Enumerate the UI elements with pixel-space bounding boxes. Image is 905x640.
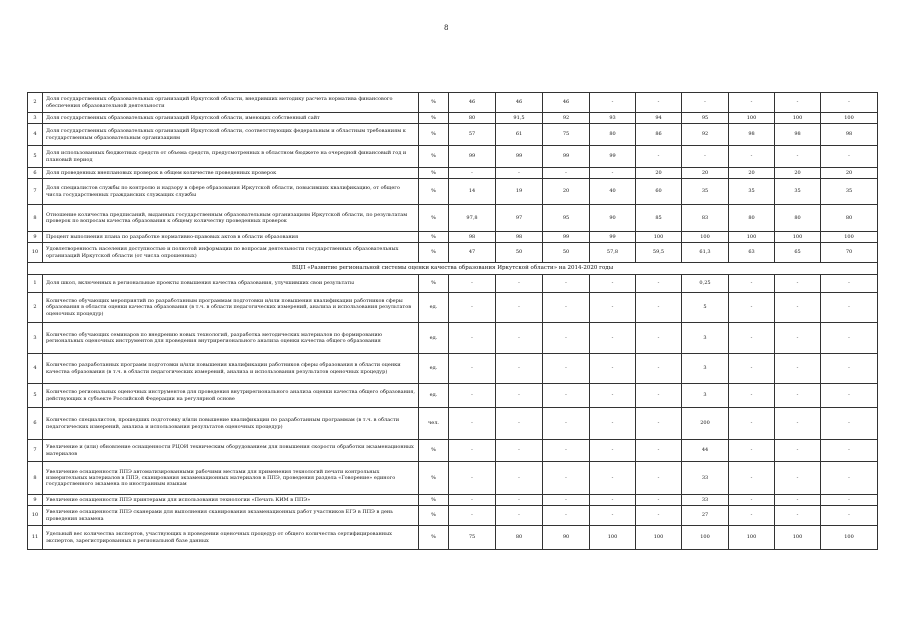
- value-cell: 99: [543, 232, 590, 243]
- row-number: 11: [28, 526, 43, 550]
- unit-cell: ед.: [419, 293, 449, 323]
- value-cell: -: [496, 275, 543, 293]
- indicator-name: Доля государственных образовательных организаций Иркутской области, имеющих собственный сайт: [43, 113, 419, 124]
- indicator-name: Количество обучающих мероприятий по разработанным программам подготовки и/или повышения квалификации работников сферы образования в области оценки качества образования (в т.ч. в области педагогических измерений, анализа и использования результатов оценочных процедур): [43, 293, 419, 323]
- page-number: 8: [444, 24, 449, 32]
- value-cell: -: [636, 275, 682, 293]
- value-cell: -: [590, 354, 636, 384]
- value-cell: -: [729, 506, 775, 526]
- value-cell: 19: [496, 179, 543, 205]
- value-cell: 35: [775, 179, 821, 205]
- value-cell: -: [729, 323, 775, 354]
- value-cell: 100: [729, 113, 775, 124]
- value-cell: -: [543, 168, 590, 179]
- value-cell: -: [682, 146, 729, 168]
- unit-cell: %: [419, 205, 449, 232]
- value-cell: 92: [682, 124, 729, 146]
- value-cell: 65: [775, 243, 821, 263]
- value-cell: -: [449, 384, 496, 408]
- indicator-name: Доля школ, включенных в региональные проекты повышения качества образования, улучшивших свои результаты: [43, 275, 419, 293]
- value-cell: -: [449, 354, 496, 384]
- value-cell: -: [449, 495, 496, 506]
- value-cell: 100: [775, 526, 821, 550]
- value-cell: 85: [636, 205, 682, 232]
- table-row: [28, 93, 878, 113]
- value-cell: 20: [775, 168, 821, 179]
- indicator-name: Количество обучающих семинаров по внедрению новых технологий, разработка методических материалов по формированию региональных оценочных инструментов для проведения внутрирегионального анализа оценки качества общего образования: [43, 323, 419, 354]
- unit-cell: %: [419, 495, 449, 506]
- value-cell: -: [775, 323, 821, 354]
- value-cell: 3: [682, 384, 729, 408]
- table-row: [28, 243, 878, 263]
- value-cell: 57,8: [590, 243, 636, 263]
- row-number: 3: [28, 113, 43, 124]
- value-cell: 35: [729, 179, 775, 205]
- value-cell: 5: [682, 293, 729, 323]
- row-number: 6: [28, 168, 43, 179]
- value-cell: -: [729, 293, 775, 323]
- value-cell: 35: [821, 179, 878, 205]
- value-cell: 20: [729, 168, 775, 179]
- unit-cell: чел.: [419, 408, 449, 440]
- value-cell: 97,8: [449, 205, 496, 232]
- value-cell: 50: [496, 243, 543, 263]
- value-cell: -: [636, 440, 682, 462]
- value-cell: 3: [682, 354, 729, 384]
- indicators-table: [27, 92, 878, 550]
- value-cell: -: [496, 408, 543, 440]
- value-cell: 98: [775, 124, 821, 146]
- value-cell: -: [729, 440, 775, 462]
- value-cell: -: [496, 440, 543, 462]
- value-cell: 99: [496, 146, 543, 168]
- value-cell: 63: [729, 243, 775, 263]
- value-cell: -: [636, 462, 682, 495]
- value-cell: 20: [821, 168, 878, 179]
- value-cell: -: [590, 408, 636, 440]
- value-cell: -: [775, 440, 821, 462]
- value-cell: -: [821, 408, 878, 440]
- table-row: [28, 275, 878, 293]
- value-cell: -: [590, 462, 636, 495]
- value-cell: -: [821, 384, 878, 408]
- unit-cell: %: [419, 168, 449, 179]
- value-cell: 100: [729, 232, 775, 243]
- value-cell: -: [821, 146, 878, 168]
- value-cell: -: [449, 293, 496, 323]
- row-number: 9: [28, 495, 43, 506]
- value-cell: 93: [590, 113, 636, 124]
- row-number: 8: [28, 205, 43, 232]
- value-cell: 20: [636, 168, 682, 179]
- value-cell: -: [543, 495, 590, 506]
- value-cell: -: [775, 146, 821, 168]
- value-cell: 94: [636, 113, 682, 124]
- unit-cell: %: [419, 232, 449, 243]
- value-cell: 100: [682, 232, 729, 243]
- section-row: [28, 263, 878, 275]
- value-cell: -: [729, 146, 775, 168]
- unit-cell: %: [419, 440, 449, 462]
- indicator-name: Увеличение и (или) обновление оснащенности РЦОИ техническим оборудованием для повышения скорости обработки экзаменационных материалов: [43, 440, 419, 462]
- value-cell: -: [821, 293, 878, 323]
- value-cell: -: [821, 462, 878, 495]
- value-cell: 70: [821, 243, 878, 263]
- value-cell: 86: [636, 124, 682, 146]
- value-cell: -: [821, 495, 878, 506]
- indicator-name: Доля специалистов службы по контролю и надзору в сфере образования Иркутской области, повысивших квалификацию, от общего числа государственных гражданских служащих службы: [43, 179, 419, 205]
- unit-cell: %: [419, 243, 449, 263]
- value-cell: 20: [543, 179, 590, 205]
- unit-cell: %: [419, 146, 449, 168]
- table-row: [28, 384, 878, 408]
- indicator-name: Доля использованных бюджетных средств от объема средств, предусмотренных в областном бюджете на очередной финансовый год и плановый период: [43, 146, 419, 168]
- value-cell: -: [449, 506, 496, 526]
- value-cell: 99: [543, 146, 590, 168]
- value-cell: 91,5: [496, 113, 543, 124]
- table-row: [28, 205, 878, 232]
- value-cell: 100: [682, 526, 729, 550]
- value-cell: 35: [682, 179, 729, 205]
- value-cell: 80: [775, 205, 821, 232]
- value-cell: -: [590, 440, 636, 462]
- value-cell: -: [636, 93, 682, 113]
- table-row: [28, 526, 878, 550]
- table-row: [28, 113, 878, 124]
- value-cell: -: [543, 293, 590, 323]
- value-cell: 61,3: [682, 243, 729, 263]
- value-cell: -: [449, 323, 496, 354]
- value-cell: -: [543, 275, 590, 293]
- row-number: 6: [28, 408, 43, 440]
- value-cell: -: [636, 323, 682, 354]
- value-cell: 100: [775, 232, 821, 243]
- value-cell: -: [590, 506, 636, 526]
- value-cell: 92: [543, 113, 590, 124]
- indicator-name: Отношение количества предписаний, выданных государственным образовательным организациям Иркутской области, по результатам проверок по вопросам качества образования к общему количеству проведенных проверок: [43, 205, 419, 232]
- unit-cell: %: [419, 124, 449, 146]
- row-number: 7: [28, 179, 43, 205]
- table-row: [28, 232, 878, 243]
- value-cell: -: [636, 293, 682, 323]
- value-cell: 57: [449, 124, 496, 146]
- row-number: 5: [28, 384, 43, 408]
- value-cell: 59,5: [636, 243, 682, 263]
- indicator-name: Доля проведенных внеплановых проверок в общем количестве проведенных проверок: [43, 168, 419, 179]
- value-cell: -: [543, 354, 590, 384]
- unit-cell: ед.: [419, 384, 449, 408]
- value-cell: 33: [682, 495, 729, 506]
- row-number: 4: [28, 354, 43, 384]
- value-cell: -: [636, 146, 682, 168]
- table-row: [28, 408, 878, 440]
- value-cell: -: [496, 293, 543, 323]
- value-cell: 75: [543, 124, 590, 146]
- value-cell: 46: [543, 93, 590, 113]
- value-cell: -: [590, 168, 636, 179]
- value-cell: 47: [449, 243, 496, 263]
- value-cell: 100: [636, 526, 682, 550]
- row-number: 8: [28, 462, 43, 495]
- indicator-name: Количество разработанных программ подготовки и/или повышения квалификации работников сферы образования в области оценки качества образования (в т.ч. в области педагогических измерений, анализа и использования результатов оценочных процедур): [43, 354, 419, 384]
- value-cell: 100: [729, 526, 775, 550]
- value-cell: 100: [821, 232, 878, 243]
- indicator-name: Увеличение оснащенности ППЭ автоматизированными рабочими местами для применения технологий печати контрольных измерительных материалов в ППЭ, сканирования экзаменационных материалов в ППЭ, проведения раздела «Говорение» единого государственного экзамена по иностранным языкам: [43, 462, 419, 495]
- row-number: 1: [28, 275, 43, 293]
- value-cell: 95: [543, 205, 590, 232]
- value-cell: -: [543, 462, 590, 495]
- table-row: [28, 323, 878, 354]
- value-cell: -: [729, 275, 775, 293]
- value-cell: -: [775, 275, 821, 293]
- value-cell: 60: [636, 179, 682, 205]
- value-cell: -: [729, 354, 775, 384]
- value-cell: -: [729, 93, 775, 113]
- table-row: [28, 506, 878, 526]
- value-cell: -: [590, 275, 636, 293]
- value-cell: 80: [590, 124, 636, 146]
- table-row: [28, 293, 878, 323]
- value-cell: -: [729, 495, 775, 506]
- value-cell: -: [729, 408, 775, 440]
- indicator-name: Количество специалистов, прошедших подготовку и/или повышение квалификации по разработанным программам (в т.ч. в области педагогических измерений, анализа и использования результатов оценочных процедур): [43, 408, 419, 440]
- table-row: [28, 146, 878, 168]
- value-cell: 95: [682, 113, 729, 124]
- value-cell: -: [496, 354, 543, 384]
- value-cell: -: [775, 93, 821, 113]
- value-cell: 100: [821, 526, 878, 550]
- indicator-name: Удовлетворенность населения доступностью и полнотой информации по вопросам деятельности государственных образовательных организаций Иркутской области (от числа опрошенных): [43, 243, 419, 263]
- value-cell: 100: [821, 113, 878, 124]
- value-cell: -: [496, 323, 543, 354]
- value-cell: 80: [729, 205, 775, 232]
- indicator-name: Увеличение оснащенности ППЭ принтерами для использования технологии «Печать КИМ в ППЭ»: [43, 495, 419, 506]
- value-cell: -: [449, 275, 496, 293]
- unit-cell: %: [419, 526, 449, 550]
- value-cell: 99: [449, 146, 496, 168]
- value-cell: 46: [449, 93, 496, 113]
- value-cell: -: [775, 408, 821, 440]
- value-cell: -: [775, 506, 821, 526]
- value-cell: -: [636, 408, 682, 440]
- value-cell: 20: [682, 168, 729, 179]
- value-cell: 90: [590, 205, 636, 232]
- value-cell: -: [496, 506, 543, 526]
- value-cell: -: [496, 495, 543, 506]
- value-cell: 50: [543, 243, 590, 263]
- row-number: 9: [28, 232, 43, 243]
- unit-cell: %: [419, 462, 449, 495]
- value-cell: 83: [682, 205, 729, 232]
- value-cell: -: [821, 440, 878, 462]
- value-cell: 80: [449, 113, 496, 124]
- value-cell: 0,25: [682, 275, 729, 293]
- table-row: [28, 124, 878, 146]
- row-number: 10: [28, 243, 43, 263]
- value-cell: -: [449, 168, 496, 179]
- value-cell: -: [449, 408, 496, 440]
- value-cell: 44: [682, 440, 729, 462]
- value-cell: 80: [821, 205, 878, 232]
- value-cell: -: [590, 495, 636, 506]
- unit-cell: %: [419, 506, 449, 526]
- value-cell: -: [636, 384, 682, 408]
- value-cell: -: [543, 506, 590, 526]
- value-cell: 46: [496, 93, 543, 113]
- value-cell: -: [821, 506, 878, 526]
- table-row: [28, 495, 878, 506]
- value-cell: -: [821, 354, 878, 384]
- value-cell: 75: [449, 526, 496, 550]
- value-cell: 98: [729, 124, 775, 146]
- value-cell: -: [775, 384, 821, 408]
- value-cell: 27: [682, 506, 729, 526]
- value-cell: 98: [449, 232, 496, 243]
- unit-cell: %: [419, 113, 449, 124]
- value-cell: -: [543, 408, 590, 440]
- value-cell: -: [775, 293, 821, 323]
- value-cell: -: [821, 275, 878, 293]
- table-row: [28, 168, 878, 179]
- row-number: 10: [28, 506, 43, 526]
- value-cell: -: [496, 168, 543, 179]
- row-number: 3: [28, 323, 43, 354]
- value-cell: 97: [496, 205, 543, 232]
- value-cell: -: [636, 506, 682, 526]
- indicator-name: Процент выполнения плана по разработке нормативно-правовых актов в области образования: [43, 232, 419, 243]
- value-cell: -: [775, 354, 821, 384]
- unit-cell: %: [419, 179, 449, 205]
- value-cell: -: [590, 323, 636, 354]
- value-cell: 100: [636, 232, 682, 243]
- indicator-name: Увеличение оснащенности ППЭ сканерами для выполнения сканирования экзаменационных работ участников ЕГЭ в ППЭ в день проведения экзамена: [43, 506, 419, 526]
- value-cell: 98: [496, 232, 543, 243]
- value-cell: 90: [543, 526, 590, 550]
- value-cell: -: [682, 93, 729, 113]
- value-cell: -: [543, 440, 590, 462]
- value-cell: 100: [590, 526, 636, 550]
- value-cell: 33: [682, 462, 729, 495]
- indicator-name: Доля государственных образовательных организаций Иркутской области, соответствующих федеральным и областным требованиям к государственным образовательным организациям: [43, 124, 419, 146]
- value-cell: -: [590, 293, 636, 323]
- value-cell: -: [729, 384, 775, 408]
- row-number: 2: [28, 293, 43, 323]
- value-cell: 40: [590, 179, 636, 205]
- indicator-name: Доля государственных образовательных организаций Иркутской области, внедривших методику расчета норматива финансового обеспечения образовательной деятельности: [43, 93, 419, 113]
- value-cell: 99: [590, 232, 636, 243]
- value-cell: -: [543, 323, 590, 354]
- section-title: ВЦП «Развитие региональной системы оценки качества образования Иркутской области» на 2014-2020 годы: [28, 263, 878, 275]
- unit-cell: %: [419, 275, 449, 293]
- value-cell: 80: [496, 526, 543, 550]
- row-number: 2: [28, 93, 43, 113]
- row-number: 7: [28, 440, 43, 462]
- row-number: 4: [28, 124, 43, 146]
- value-cell: -: [821, 323, 878, 354]
- value-cell: -: [775, 495, 821, 506]
- value-cell: -: [496, 384, 543, 408]
- value-cell: 3: [682, 323, 729, 354]
- row-number: 5: [28, 146, 43, 168]
- table-row: [28, 354, 878, 384]
- value-cell: 99: [590, 146, 636, 168]
- value-cell: -: [775, 462, 821, 495]
- value-cell: -: [636, 495, 682, 506]
- value-cell: 98: [821, 124, 878, 146]
- value-cell: 100: [775, 113, 821, 124]
- value-cell: 61: [496, 124, 543, 146]
- value-cell: -: [729, 462, 775, 495]
- value-cell: -: [543, 384, 590, 408]
- indicator-name: Количество региональных оценочных инструментов для проведения внутрирегионального анализа оценки качества общего образования, действующих в субъекте Российской Федерации на регулярной основе: [43, 384, 419, 408]
- value-cell: -: [449, 462, 496, 495]
- unit-cell: %: [419, 93, 449, 113]
- value-cell: -: [449, 440, 496, 462]
- table-row: [28, 440, 878, 462]
- table-row: [28, 462, 878, 495]
- value-cell: -: [590, 384, 636, 408]
- value-cell: -: [590, 93, 636, 113]
- value-cell: -: [821, 93, 878, 113]
- indicator-name: Удельный вес количества экспертов, участвующих в проведении оценочных процедур от общего количества сертифицированных экспертов, зарегистрированных в региональной базе данных: [43, 526, 419, 550]
- value-cell: -: [636, 354, 682, 384]
- value-cell: -: [496, 462, 543, 495]
- unit-cell: ед.: [419, 323, 449, 354]
- value-cell: 14: [449, 179, 496, 205]
- value-cell: 200: [682, 408, 729, 440]
- unit-cell: ед.: [419, 354, 449, 384]
- table-row: [28, 179, 878, 205]
